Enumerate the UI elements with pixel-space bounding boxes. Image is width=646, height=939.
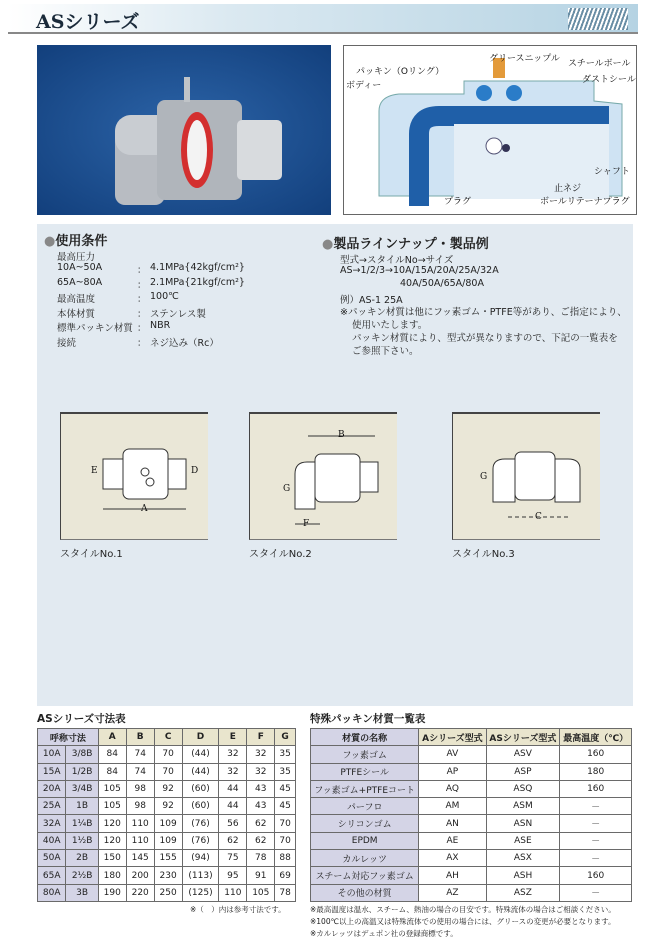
table-row xyxy=(311,832,632,849)
table-cell: ASV xyxy=(486,746,560,763)
table-cell: 32 xyxy=(247,746,275,763)
label-shaft: シャフト xyxy=(594,167,630,177)
table-row xyxy=(311,884,632,901)
table-cell: 200 xyxy=(126,867,154,884)
table-cell: AV xyxy=(419,746,486,763)
table-cell: 3/8B xyxy=(66,746,98,763)
condition-label: 接続 xyxy=(57,337,77,349)
table-cell: 32 xyxy=(247,763,275,780)
table-cell: (44) xyxy=(182,746,219,763)
table-cell: 3B xyxy=(66,884,98,901)
table-cell: 25A xyxy=(38,798,66,815)
table-cell: 95 xyxy=(219,867,247,884)
label-set-screw: 止ネジ xyxy=(554,184,582,194)
table-cell: 62 xyxy=(247,815,275,832)
table-cell: 32A xyxy=(38,815,66,832)
table-row xyxy=(38,832,296,849)
column-header: F xyxy=(247,729,275,746)
style-2-drawing xyxy=(249,412,397,540)
page-title: ASシリーズ xyxy=(36,11,140,33)
table-cell: AN xyxy=(419,815,486,832)
table-cell: 3/4B xyxy=(66,780,98,797)
table-row xyxy=(311,746,632,763)
table-cell: 92 xyxy=(154,798,182,815)
table-cell: スチーム対応フッ素ゴム xyxy=(311,867,419,884)
dim-c: C xyxy=(535,512,542,522)
table-cell: ASM xyxy=(486,798,560,815)
table-row xyxy=(311,815,632,832)
style-3-drawing xyxy=(452,412,600,540)
table-cell: (44) xyxy=(182,763,219,780)
dim-g: G xyxy=(480,472,488,482)
table-cell: 110 xyxy=(219,884,247,901)
table-cell: 84 xyxy=(98,746,126,763)
table-cell: 92 xyxy=(154,780,182,797)
table-cell: 74 xyxy=(126,746,154,763)
table-cell: AH xyxy=(419,867,486,884)
table-row xyxy=(311,850,632,867)
table-cell: ASP xyxy=(486,763,560,780)
table-cell: パーフロ xyxy=(311,798,419,815)
max-pressure-label: 最高圧力 xyxy=(57,252,96,263)
table-row xyxy=(311,798,632,815)
table-cell: 70 xyxy=(275,815,296,832)
column-header: B xyxy=(126,729,154,746)
table-cell: AE xyxy=(419,832,486,849)
condition-colon: ： xyxy=(137,294,147,305)
table-cell: 105 xyxy=(247,884,275,901)
condition-colon: ： xyxy=(137,279,147,291)
swivel-joint-image xyxy=(37,45,331,215)
table-cell: 70 xyxy=(275,832,296,849)
table-cell: 65A xyxy=(38,867,66,884)
style-1-figure xyxy=(61,414,207,538)
lineup-line: パッキン材質により、型式が異なりますので、下記の一覧表を xyxy=(352,333,618,344)
table-cell: 45 xyxy=(275,780,296,797)
label-steel-ball: スチールボール xyxy=(568,59,631,69)
table-cell: AX xyxy=(419,850,486,867)
column-header: A xyxy=(98,729,126,746)
table-cell: ASQ xyxy=(486,780,560,797)
dim-d: D xyxy=(191,466,199,476)
table-row xyxy=(311,867,632,884)
table-cell: 1¼B xyxy=(66,815,98,832)
table-cell: ASZ xyxy=(486,884,560,901)
condition-value: 2.1MPa{21kgf/cm²} xyxy=(150,276,245,288)
table-cell: 230 xyxy=(154,867,182,884)
style-2-caption: スタイルNo.2 xyxy=(249,549,312,560)
condition-value: 4.1MPa{42kgf/cm²} xyxy=(150,262,245,273)
table-cell: 2B xyxy=(66,850,98,867)
table-cell: 120 xyxy=(98,815,126,832)
table-cell: 43 xyxy=(247,798,275,815)
table-cell: 70 xyxy=(154,746,182,763)
table-cell: 32 xyxy=(219,763,247,780)
table-header-row xyxy=(311,729,632,746)
table-header-row xyxy=(38,729,296,746)
table-cell: ASE xyxy=(486,832,560,849)
table-cell: 150 xyxy=(98,850,126,867)
column-header: 最高温度（℃） xyxy=(560,729,632,746)
table-cell: 74 xyxy=(126,763,154,780)
table-cell: 160 xyxy=(560,746,632,763)
table-cell: 20A xyxy=(38,780,66,797)
table-cell: 78 xyxy=(275,884,296,901)
condition-colon: ： xyxy=(137,265,147,276)
condition-value: ステンレス製 xyxy=(150,308,206,320)
conditions-title: 使用条件 xyxy=(55,234,108,249)
table-cell: 180 xyxy=(98,867,126,884)
table-cell: 80A xyxy=(38,884,66,901)
label-packing: パッキン（Oリング） xyxy=(356,67,445,77)
condition-label: 65A~80A xyxy=(57,276,103,288)
lineup-line: ※パッキン材質は他にフッ素ゴム・PTFE等があり、ご指定により、 xyxy=(340,307,627,318)
table-cell: フッ素ゴム xyxy=(311,746,419,763)
condition-colon: ： xyxy=(137,323,147,334)
packing-note: ※カルレッツはデュポン社の登録商標です。 xyxy=(310,929,458,938)
table-cell: － xyxy=(560,850,632,867)
column-header: Aシリーズ型式 xyxy=(419,729,486,746)
table-cell: 10A xyxy=(38,746,66,763)
style-2-figure xyxy=(250,414,396,538)
table-cell: (76) xyxy=(182,815,219,832)
table-cell: 44 xyxy=(219,798,247,815)
cross-section-diagram xyxy=(343,45,637,215)
packing-table-title: 特殊パッキン材質一覧表 xyxy=(310,713,426,725)
table-cell: ASN xyxy=(486,815,560,832)
table-cell: 120 xyxy=(98,832,126,849)
table-cell: PTFEシール xyxy=(311,763,419,780)
table-cell: 45 xyxy=(275,798,296,815)
table-cell: 50A xyxy=(38,850,66,867)
table-cell: 32 xyxy=(219,746,247,763)
table-cell: 35 xyxy=(275,763,296,780)
table-row xyxy=(38,867,296,884)
table-row xyxy=(38,746,296,763)
table-cell: － xyxy=(560,832,632,849)
table-cell: 1B xyxy=(66,798,98,815)
condition-label: 標準パッキン材質 xyxy=(57,323,133,334)
condition-colon: ： xyxy=(137,337,147,349)
table-row xyxy=(311,763,632,780)
table-cell: 70 xyxy=(154,763,182,780)
table-cell: (125) xyxy=(182,884,219,901)
table-cell: シリコンゴム xyxy=(311,815,419,832)
table-row xyxy=(38,780,296,797)
dim-e: E xyxy=(91,466,98,476)
table-row xyxy=(38,884,296,901)
condition-label: 最高温度 xyxy=(57,294,96,305)
dim-a: A xyxy=(141,504,148,514)
table-cell: 91 xyxy=(247,867,275,884)
dim-b: B xyxy=(338,430,345,440)
table-cell: 84 xyxy=(98,763,126,780)
condition-value: ネジ込み（Rc） xyxy=(150,337,219,349)
dimension-table xyxy=(37,728,296,902)
table-row xyxy=(38,815,296,832)
table-cell: AM xyxy=(419,798,486,815)
packing-note: ※最高温度は温水、スチーム、熱油の場合の目安です。特殊流体の場合はご相談ください。 xyxy=(310,905,616,914)
dim-f: F xyxy=(303,519,310,529)
table-cell: 160 xyxy=(560,867,632,884)
packing-table xyxy=(310,728,632,902)
lineup-line: 40A/50A/65A/80A xyxy=(400,278,484,289)
table-cell: ASH xyxy=(486,867,560,884)
table-cell: 109 xyxy=(154,832,182,849)
table-cell: － xyxy=(560,884,632,901)
table-cell: 15A xyxy=(38,763,66,780)
table-cell: 1½B xyxy=(66,832,98,849)
table-cell: 220 xyxy=(126,884,154,901)
column-header: ASシリーズ型式 xyxy=(486,729,560,746)
table-cell: 88 xyxy=(275,850,296,867)
table-cell: カルレッツ xyxy=(311,850,419,867)
table-row xyxy=(38,763,296,780)
dimension-table-note: ※（ ）内は参考寸法です。 xyxy=(190,905,286,914)
table-cell: － xyxy=(560,815,632,832)
label-grease-nipple: グリースニップル xyxy=(489,54,560,64)
table-cell: フッ素ゴム+PTFEコート xyxy=(311,780,419,797)
table-cell: 62 xyxy=(247,832,275,849)
table-cell: その他の材質 xyxy=(311,884,419,901)
label-body: ボディー xyxy=(346,81,382,91)
header-stripes-decoration xyxy=(568,8,628,30)
table-cell: 98 xyxy=(126,798,154,815)
dim-g: G xyxy=(283,484,291,494)
style-1-drawing xyxy=(60,412,208,540)
lineup-title: 製品ラインナップ・製品例 xyxy=(333,237,489,252)
column-header: G xyxy=(275,729,296,746)
label-dust-seal: ダストシール xyxy=(582,75,636,85)
conditions-heading: ●使用条件 xyxy=(44,234,108,249)
table-cell: 160 xyxy=(560,780,632,797)
dimension-table-title: ASシリーズ寸法表 xyxy=(37,713,126,725)
table-cell: 155 xyxy=(154,850,182,867)
table-cell: 40A xyxy=(38,832,66,849)
label-plug: プラグ xyxy=(444,197,472,207)
column-header: E xyxy=(219,729,247,746)
column-header: C xyxy=(154,729,182,746)
style-3-caption: スタイルNo.3 xyxy=(452,549,515,560)
packing-note: ※100℃以上の高温又は特殊流体での使用の場合には、グリースの変更が必要となります。 xyxy=(310,917,616,926)
condition-label: 10A~50A xyxy=(57,262,103,273)
table-cell: 105 xyxy=(98,798,126,815)
table-cell: 43 xyxy=(247,780,275,797)
label-ball-retainer-plug: ボールリテーナプラグ xyxy=(540,197,630,207)
condition-value: 100℃ xyxy=(150,291,179,302)
table-cell: 110 xyxy=(126,815,154,832)
table-cell: 75 xyxy=(219,850,247,867)
table-cell: AZ xyxy=(419,884,486,901)
table-row xyxy=(38,798,296,815)
table-cell: ASX xyxy=(486,850,560,867)
table-cell: (60) xyxy=(182,798,219,815)
table-cell: － xyxy=(560,798,632,815)
condition-colon: ： xyxy=(137,308,147,320)
table-cell: 69 xyxy=(275,867,296,884)
lineup-line: 型式→スタイルNo→サイズ xyxy=(340,255,454,266)
table-cell: (113) xyxy=(182,867,219,884)
table-cell: 62 xyxy=(219,832,247,849)
lineup-line: ご参照下さい。 xyxy=(352,346,419,357)
style-3-figure xyxy=(453,414,599,538)
table-cell: AQ xyxy=(419,780,486,797)
table-cell: 98 xyxy=(126,780,154,797)
table-cell: 250 xyxy=(154,884,182,901)
table-cell: EPDM xyxy=(311,832,419,849)
page-header xyxy=(8,4,638,34)
lineup-heading: ●製品ラインナップ・製品例 xyxy=(322,237,489,252)
table-row xyxy=(38,850,296,867)
table-cell: 190 xyxy=(98,884,126,901)
product-photo xyxy=(37,45,331,215)
lineup-line: 例）AS-1 25A xyxy=(340,295,403,306)
table-cell: 105 xyxy=(98,780,126,797)
column-header: 材質の名称 xyxy=(311,729,419,746)
table-cell: 78 xyxy=(247,850,275,867)
condition-label: 本体材質 xyxy=(57,308,96,320)
table-cell: 1/2B xyxy=(66,763,98,780)
table-cell: (76) xyxy=(182,832,219,849)
table-cell: 145 xyxy=(126,850,154,867)
table-cell: 110 xyxy=(126,832,154,849)
table-cell: (94) xyxy=(182,850,219,867)
table-cell: 44 xyxy=(219,780,247,797)
column-header: 呼称寸法 xyxy=(38,729,99,746)
table-cell: 2½B xyxy=(66,867,98,884)
table-cell: 180 xyxy=(560,763,632,780)
lineup-line: AS→1/2/3→10A/15A/20A/25A/32A xyxy=(340,265,499,276)
table-cell: 109 xyxy=(154,815,182,832)
column-header: D xyxy=(182,729,219,746)
table-cell: 56 xyxy=(219,815,247,832)
lineup-line: 使用いたします。 xyxy=(352,320,428,331)
table-cell: AP xyxy=(419,763,486,780)
table-cell: (60) xyxy=(182,780,219,797)
condition-value: NBR xyxy=(150,320,171,331)
style-1-caption: スタイルNo.1 xyxy=(60,549,123,560)
table-cell: 35 xyxy=(275,746,296,763)
table-row xyxy=(311,780,632,797)
